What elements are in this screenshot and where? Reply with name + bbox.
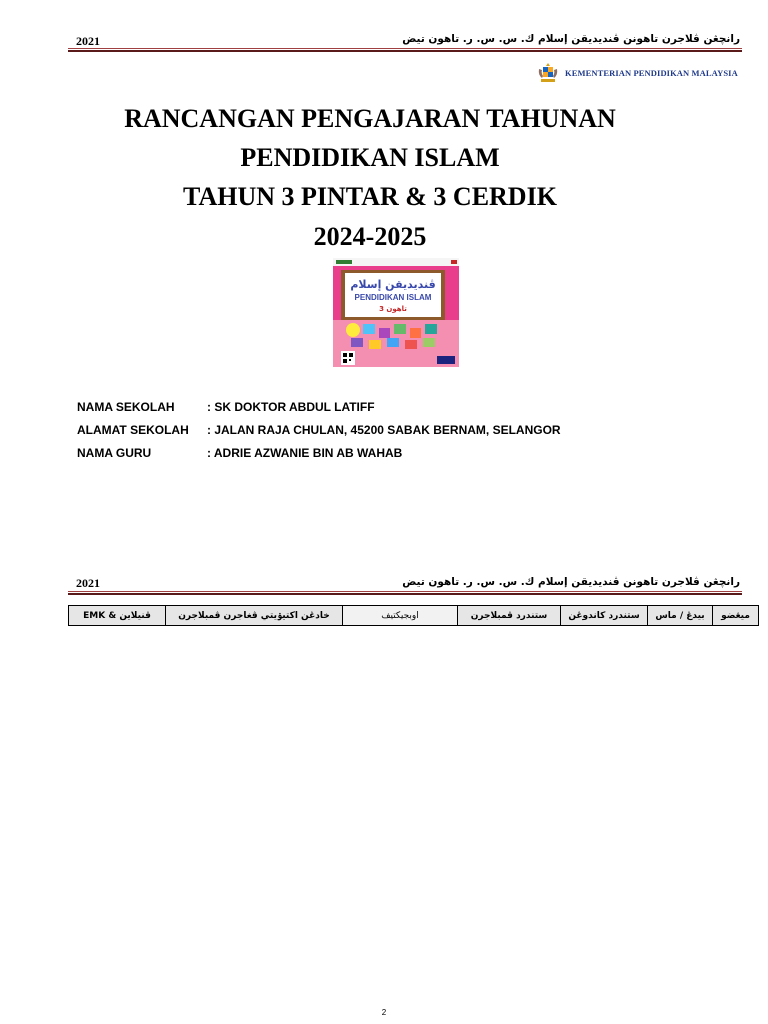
second-header-rule bbox=[68, 591, 742, 595]
table-header-cell: ستندرد كاندوڠن bbox=[561, 606, 648, 626]
header-rule bbox=[68, 48, 742, 52]
page-number: 2 bbox=[381, 1008, 387, 1017]
table-header-cell: ميڠضو bbox=[713, 606, 759, 626]
ministry-name: KEMENTERIAN PENDIDIKAN MALAYSIA bbox=[565, 68, 738, 78]
ministry-logo bbox=[537, 62, 738, 84]
info-row-school-name bbox=[77, 395, 561, 418]
info-value: : SK DOKTOR ABDUL LATIFF bbox=[207, 399, 375, 414]
table-header-cell: اوبجيكتيف bbox=[343, 606, 458, 626]
header-year: 2021 bbox=[76, 34, 100, 48]
lesson-plan-table bbox=[68, 605, 759, 626]
cover-grade: تاهون 3 bbox=[379, 305, 407, 313]
info-row-school-address bbox=[77, 418, 561, 441]
school-info bbox=[77, 395, 561, 464]
textbook-cover-image bbox=[333, 258, 459, 367]
cover-title: PENDIDIKAN ISLAM bbox=[354, 293, 432, 302]
info-row-teacher-name bbox=[77, 441, 561, 464]
info-label: ALAMAT SEKOLAH bbox=[77, 422, 189, 437]
title-line-2: PENDIDIKAN ISLAM bbox=[240, 143, 500, 172]
table-header-row bbox=[69, 606, 759, 626]
title-line-1: RANCANGAN PENGAJARAN TAHUNAN bbox=[124, 104, 616, 133]
table-header-cell: خادڠن اكتيۏيتي ڤغاجرن ڤمبلاجرن bbox=[166, 606, 343, 626]
info-label: NAMA GURU bbox=[77, 445, 152, 460]
table-header-cell: EMK & ڤنيلاين bbox=[69, 606, 166, 626]
second-header-arabic-title: رانچڠن ڤلاجرن تاهونن ڤنديديقن إسلام ك. س. س. ر. تاهون تيض bbox=[402, 576, 740, 588]
info-value: : ADRIE AZWANIE BIN AB WAHAB bbox=[207, 445, 403, 460]
table-header-cell: بيدڠ / ماس bbox=[648, 606, 713, 626]
title-line-3: TAHUN 3 PINTAR & 3 CERDIK bbox=[183, 182, 557, 211]
coat-of-arms-icon bbox=[537, 62, 559, 84]
table-header-cell: ستندرد ڤمبلاجرن bbox=[458, 606, 561, 626]
cover-jawi-title: ڤنديديقن إسلام bbox=[350, 278, 436, 291]
second-header-year: 2021 bbox=[76, 576, 100, 590]
header-arabic-title: رانچڠن ڤلاجرن تاهونن ڤنديديقن إسلام ك. س. س. ر. تاهون تيض bbox=[402, 33, 740, 45]
info-value: : JALAN RAJA CHULAN, 45200 SABAK BERNAM, SELANGOR bbox=[207, 422, 561, 437]
title-line-4: 2024-2025 bbox=[313, 222, 427, 251]
info-label: NAMA SEKOLAH bbox=[77, 399, 175, 414]
